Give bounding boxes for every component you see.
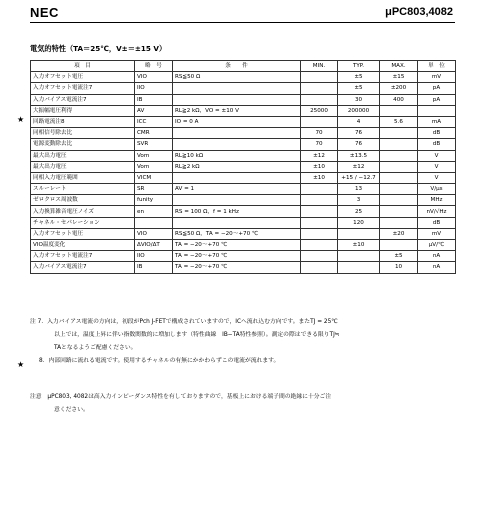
cell-max	[380, 128, 418, 139]
cell-sym: IB	[135, 94, 173, 105]
nec-logo: NEC	[30, 5, 59, 20]
table-row	[31, 206, 456, 217]
table-row	[31, 116, 456, 127]
table-row	[31, 195, 456, 206]
cell-sym: ΔVIO/ΔT	[135, 240, 173, 251]
cell-min: ±12	[301, 150, 338, 161]
cell-typ: 25	[338, 206, 380, 217]
cell-sym: IIO	[135, 83, 173, 94]
cell-typ: ±5	[338, 83, 380, 94]
cell-item: VIO温度変化	[31, 240, 135, 251]
section-title: 電気的特性（TA＝25℃，V±＝±15 V）	[30, 44, 167, 53]
note-7-line-1: 注 7．入力バイアス電流の方向は，初段がPch J-FETで構成されていますので，ICへ流れ込む方向です。またTJ = 25℃	[30, 319, 338, 325]
cell-item: 回路電流注8	[31, 116, 135, 127]
cell-sym: Vom	[135, 161, 173, 172]
cell-cond: RS≦50 Ω	[173, 72, 301, 83]
cell-max	[380, 105, 418, 116]
cell-sym: AV	[135, 105, 173, 116]
column-header: 略 号	[135, 61, 173, 72]
cell-min	[301, 228, 338, 239]
cell-sym: VIO	[135, 228, 173, 239]
cell-sym: SVR	[135, 139, 173, 150]
cell-min	[301, 184, 338, 195]
note-7-line-2: 以上では，温度上昇に伴い指数関数的に増加します（特性曲線 IB−TA特性参照）。測定の際はできる限りTJ≒	[54, 332, 340, 338]
cell-item: 入力オフセット電流注7	[31, 251, 135, 262]
cell-item: 大振幅電圧利得	[31, 105, 135, 116]
table-row	[31, 251, 456, 262]
cell-cond: TA = −20〜+70 ℃	[173, 262, 301, 273]
cell-min	[301, 240, 338, 251]
header-rule	[30, 22, 455, 23]
cell-item: 入力換算雑音電圧ノイズ	[31, 206, 135, 217]
spec-table	[30, 60, 456, 274]
cell-min	[301, 72, 338, 83]
cell-typ: 4	[338, 116, 380, 127]
cell-max: 10	[380, 262, 418, 273]
cell-sym: VIO	[135, 72, 173, 83]
cell-typ	[338, 251, 380, 262]
cell-typ: 76	[338, 128, 380, 139]
cell-cond: RS = 100 Ω，f = 1 kHz	[173, 206, 301, 217]
table-row	[31, 240, 456, 251]
cell-sym	[135, 217, 173, 228]
table-row	[31, 217, 456, 228]
cell-min	[301, 116, 338, 127]
cell-cond: AV = 1	[173, 184, 301, 195]
cell-unit: μV/℃	[418, 240, 456, 251]
cell-unit: mV	[418, 228, 456, 239]
cell-min: ±10	[301, 161, 338, 172]
cell-typ: 3	[338, 195, 380, 206]
cell-min: 25000	[301, 105, 338, 116]
cell-cond	[173, 139, 301, 150]
cell-unit: dB	[418, 139, 456, 150]
cell-unit: dB	[418, 217, 456, 228]
cell-typ: +15 / −12.7	[338, 172, 380, 183]
cell-item: 同相入力電圧範囲	[31, 172, 135, 183]
cell-max: ±15	[380, 72, 418, 83]
cell-item: 入力オフセット電圧	[31, 228, 135, 239]
cell-item: 最大出力電圧	[31, 150, 135, 161]
cell-cond: RL≧2 kΩ，VO = ±10 V	[173, 105, 301, 116]
cell-unit: pA	[418, 83, 456, 94]
star-marker-row: ★	[17, 115, 25, 124]
cell-unit: V	[418, 150, 456, 161]
cell-max	[380, 139, 418, 150]
cell-max: 5.6	[380, 116, 418, 127]
cell-cond: RS≦50 Ω，TA = −20〜+70 ℃	[173, 228, 301, 239]
table-row	[31, 172, 456, 183]
table-header-row	[31, 61, 456, 72]
cell-typ: ±5	[338, 72, 380, 83]
cell-typ: ±10	[338, 240, 380, 251]
cell-item: 電源変動除去比	[31, 139, 135, 150]
cell-cond	[173, 83, 301, 94]
column-header: 条 件	[173, 61, 301, 72]
cell-typ: 76	[338, 139, 380, 150]
cell-cond	[173, 195, 301, 206]
cell-unit: V	[418, 161, 456, 172]
table-row	[31, 139, 456, 150]
cell-item: 入力バイアス電流注7	[31, 94, 135, 105]
cell-sym: CMR	[135, 128, 173, 139]
cell-max	[380, 150, 418, 161]
cell-min: ±10	[301, 172, 338, 183]
cell-item: 入力バイアス電流注7	[31, 262, 135, 273]
cell-item: 入力オフセット電流注7	[31, 83, 135, 94]
cell-item: チャネル・セパレーション	[31, 217, 135, 228]
cell-min	[301, 195, 338, 206]
cell-max: ±20	[380, 228, 418, 239]
notes-block	[30, 316, 460, 368]
cell-item: 同相信号除去比	[31, 128, 135, 139]
cell-cond	[173, 217, 301, 228]
cell-sym: Vom	[135, 150, 173, 161]
cell-item: 最大出力電圧	[31, 161, 135, 172]
column-header: TYP.	[338, 61, 380, 72]
table-row	[31, 184, 456, 195]
cell-max	[380, 161, 418, 172]
cell-unit: nA	[418, 251, 456, 262]
cell-min	[301, 83, 338, 94]
cell-sym: SR	[135, 184, 173, 195]
cell-typ: 30	[338, 94, 380, 105]
cell-unit	[418, 105, 456, 116]
cell-min	[301, 94, 338, 105]
table-row	[31, 128, 456, 139]
cell-cond: IO = 0 A	[173, 116, 301, 127]
cell-cond	[173, 94, 301, 105]
cell-max	[380, 184, 418, 195]
cell-min	[301, 262, 338, 273]
cell-typ: 120	[338, 217, 380, 228]
cell-unit: nA	[418, 262, 456, 273]
cell-typ: 13	[338, 184, 380, 195]
cell-item: 入力オフセット電圧	[31, 72, 135, 83]
table-body	[31, 72, 456, 273]
cell-min	[301, 217, 338, 228]
cell-item: スルーレート	[31, 184, 135, 195]
part-number: μPC803,4082	[385, 6, 453, 18]
cell-unit: pA	[418, 94, 456, 105]
column-header: 単 位	[418, 61, 456, 72]
caution-line-2: 意ください。	[54, 407, 89, 413]
column-header: 項 目	[31, 61, 135, 72]
table-row	[31, 161, 456, 172]
cell-max: ±200	[380, 83, 418, 94]
cell-cond: RL≧2 kΩ	[173, 161, 301, 172]
cell-sym: en	[135, 206, 173, 217]
caution-line-1: 注意 μPC803, 4082は高入力インピーダンス特性を有しておりますので，基板上における端子間の絶縁に十分ご注	[30, 394, 332, 400]
star-marker-note-8: ★	[17, 360, 25, 369]
cell-max	[380, 172, 418, 183]
cell-cond: TA = −20〜+70 ℃	[173, 251, 301, 262]
note-7-line-3: TAとなるようご配慮ください。	[54, 345, 137, 351]
cell-min: 70	[301, 128, 338, 139]
cell-cond	[173, 172, 301, 183]
cell-unit: MHz	[418, 195, 456, 206]
cell-unit: V/μs	[418, 184, 456, 195]
cell-sym: ICC	[135, 116, 173, 127]
cell-min	[301, 206, 338, 217]
cell-max	[380, 217, 418, 228]
cell-typ	[338, 262, 380, 273]
cell-cond: TA = −20〜+70 ℃	[173, 240, 301, 251]
table-row	[31, 228, 456, 239]
table-row	[31, 262, 456, 273]
cell-sym: IB	[135, 262, 173, 273]
cell-sym: funity	[135, 195, 173, 206]
note-8: 8．内部回路に流れる電流です。使用するチャネルの有無にかかわらずこの電流が流れます。	[39, 358, 280, 364]
table-row	[31, 150, 456, 161]
cell-typ: 200000	[338, 105, 380, 116]
cell-typ: ±13.5	[338, 150, 380, 161]
cell-cond	[173, 128, 301, 139]
cell-typ	[338, 228, 380, 239]
cell-max	[380, 206, 418, 217]
cell-cond: RL≧10 kΩ	[173, 150, 301, 161]
cell-sym: VICM	[135, 172, 173, 183]
column-header: MAX.	[380, 61, 418, 72]
cell-max	[380, 195, 418, 206]
cell-unit: mV	[418, 72, 456, 83]
table-row	[31, 83, 456, 94]
table-row	[31, 72, 456, 83]
cell-typ: ±12	[338, 161, 380, 172]
cell-min: 70	[301, 139, 338, 150]
caution-block	[30, 391, 460, 417]
cell-max	[380, 240, 418, 251]
table-row	[31, 94, 456, 105]
cell-unit: nV/√Hz	[418, 206, 456, 217]
cell-unit: V	[418, 172, 456, 183]
column-header: MIN.	[301, 61, 338, 72]
cell-sym: IIO	[135, 251, 173, 262]
table-row	[31, 105, 456, 116]
cell-unit: mA	[418, 116, 456, 127]
cell-item: ゼロクロス周波数	[31, 195, 135, 206]
cell-unit: dB	[418, 128, 456, 139]
cell-max: ±5	[380, 251, 418, 262]
cell-min	[301, 251, 338, 262]
cell-max: 400	[380, 94, 418, 105]
